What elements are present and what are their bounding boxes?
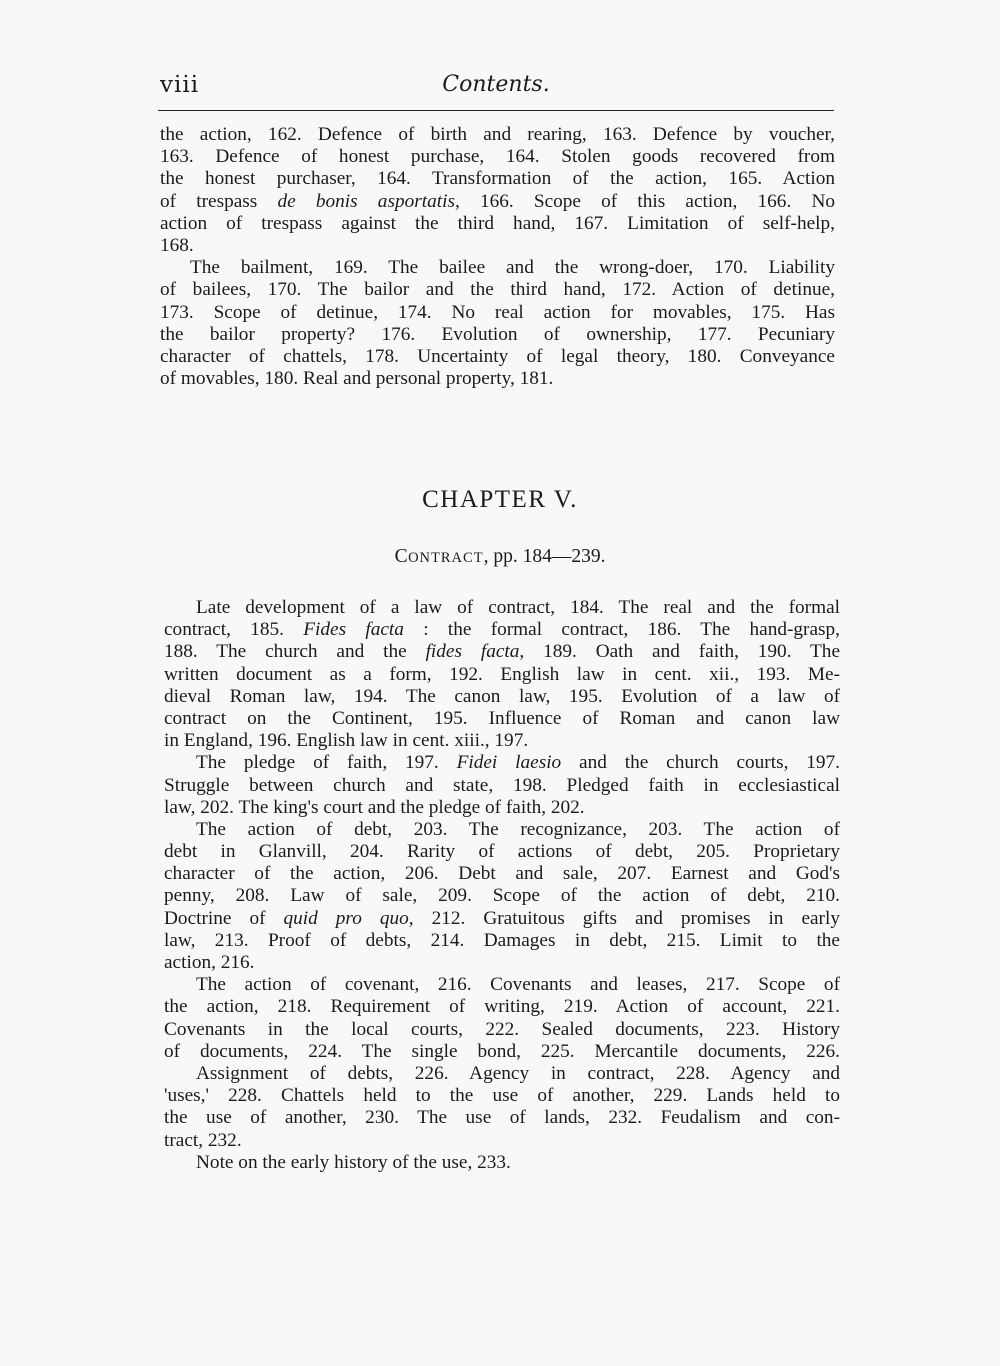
contents-line: character of the action, 206. Debt and sale, 207. Earnest and God's (164, 863, 840, 885)
contents-line: tract, 232. (164, 1129, 242, 1151)
page-header (160, 72, 832, 108)
contents-line: Late development of a law of contract, 184. The real and the formal (196, 597, 840, 618)
contents-line: 'uses,' 228. Chattels held to the use of another, 229. Lands held to (164, 1085, 840, 1107)
chapter-subtitle-pages: , pp. 184—239. (483, 546, 606, 567)
contents-line: contract on the Continent, 195. Influence of Roman and canon law (164, 707, 840, 729)
contents-line: 168. (160, 234, 194, 256)
contents-line: Struggle between church and state, 198. Pledged faith in ecclesiastical (164, 774, 840, 796)
contents-line: the action, 218. Requirement of writing, 219. Action of account, 221. (164, 996, 840, 1018)
contents-line: the use of another, 230. The use of lands, 232. Feudalism and con- (164, 1107, 840, 1129)
contents-line: the honest purchaser, 164. Transformation of the action, 165. Action (160, 168, 835, 190)
italic-term: quid pro quo (283, 907, 409, 929)
contents-line: dieval Roman law, 194. The canon law, 195. Evolution of a law of (164, 685, 840, 707)
contents-line: debt in Glanvill, 204. Rarity of actions of debt, 205. Proprietary (164, 841, 840, 863)
contents-line: of movables, 180. Real and personal property, 181. (160, 368, 554, 390)
italic-term: Fides facta (303, 619, 404, 641)
contents-line: Assignment of debts, 226. Agency in contract, 228. Agency and (196, 1062, 840, 1084)
contents-line: The bailment, 169. The bailee and the wrong-doer, 170. Liability (190, 257, 835, 279)
italic-term: fides facta (425, 641, 520, 663)
contents-line: the action, 162. Defence of birth and rearing, 163. Defence by voucher, (160, 124, 835, 145)
running-head: Contents. (442, 72, 550, 97)
header-rule (158, 110, 834, 111)
contents-line: Covenants in the local courts, 222. Sealed documents, 223. History (164, 1018, 840, 1040)
contents-line: The action of debt, 203. The recognizance, 203. The action of (196, 818, 840, 840)
contents-line: Note on the early history of the use, 233. (196, 1151, 511, 1173)
italic-term: Fidei laesio (456, 752, 562, 774)
contents-line: Doctrine of quid pro quo, 212. Gratuitous gifts and promises in early (164, 907, 840, 929)
contents-line: The pledge of faith, 197. Fidei laesio and the church courts, 197. (196, 752, 840, 774)
contents-entries-chapter-iv (160, 124, 835, 390)
contents-line: written document as a form, 192. English law in cent. xii., 193. Me- (164, 663, 840, 685)
contents-line: action, 216. (164, 952, 255, 973)
contents-line: of bailees, 170. The bailor and the third hand, 172. Action of detinue, (160, 279, 835, 301)
contents-line: contract, 185. Fides facta : the formal contract, 186. The hand-grasp, (164, 619, 840, 641)
page-number: viii (160, 72, 200, 98)
contents-line: The action of covenant, 216. Covenants and leases, 217. Scope of (196, 974, 840, 996)
contents-line: of documents, 224. The single bond, 225. Mercantile documents, 226. (164, 1040, 840, 1062)
contents-line: in England, 196. English law in cent. xiii., 197. (164, 730, 529, 752)
contents-line: the bailor property? 176. Evolution of ownership, 177. Pecuniary (160, 323, 835, 345)
chapter-title: CHAPTER V. (422, 486, 578, 513)
contents-line: 173. Scope of detinue, 174. No real action for movables, 175. Has (160, 301, 835, 323)
contents-line: 163. Defence of honest purchase, 164. Stolen goods recovered from (160, 146, 835, 168)
chapter-subtitle-smallcaps: ONTRACT (408, 550, 484, 566)
chapter-subtitle-cap: C (394, 546, 409, 567)
contents-line: law, 213. Proof of debts, 214. Damages in debt, 215. Limit to the (164, 929, 840, 951)
italic-term: de bonis asportatis (277, 190, 455, 212)
contents-line: penny, 208. Law of sale, 209. Scope of the action of debt, 210. (164, 885, 840, 907)
contents-line: law, 202. The king's court and the pledge of faith, 202. (164, 796, 585, 818)
contents-line: of trespass de bonis asportatis, 166. Scope of this action, 166. No (160, 190, 836, 212)
chapter-subtitle (0, 546, 1000, 568)
contents-line: character of chattels, 178. Uncertainty of legal theory, 180. Conveyance (160, 345, 835, 367)
contents-line: 188. The church and the fides facta, 189. Oath and faith, 190. The (164, 641, 841, 663)
contents-line: action of trespass against the third hand, 167. Limitation of self-help, (160, 212, 835, 234)
contents-entries-chapter-v (164, 597, 840, 1174)
